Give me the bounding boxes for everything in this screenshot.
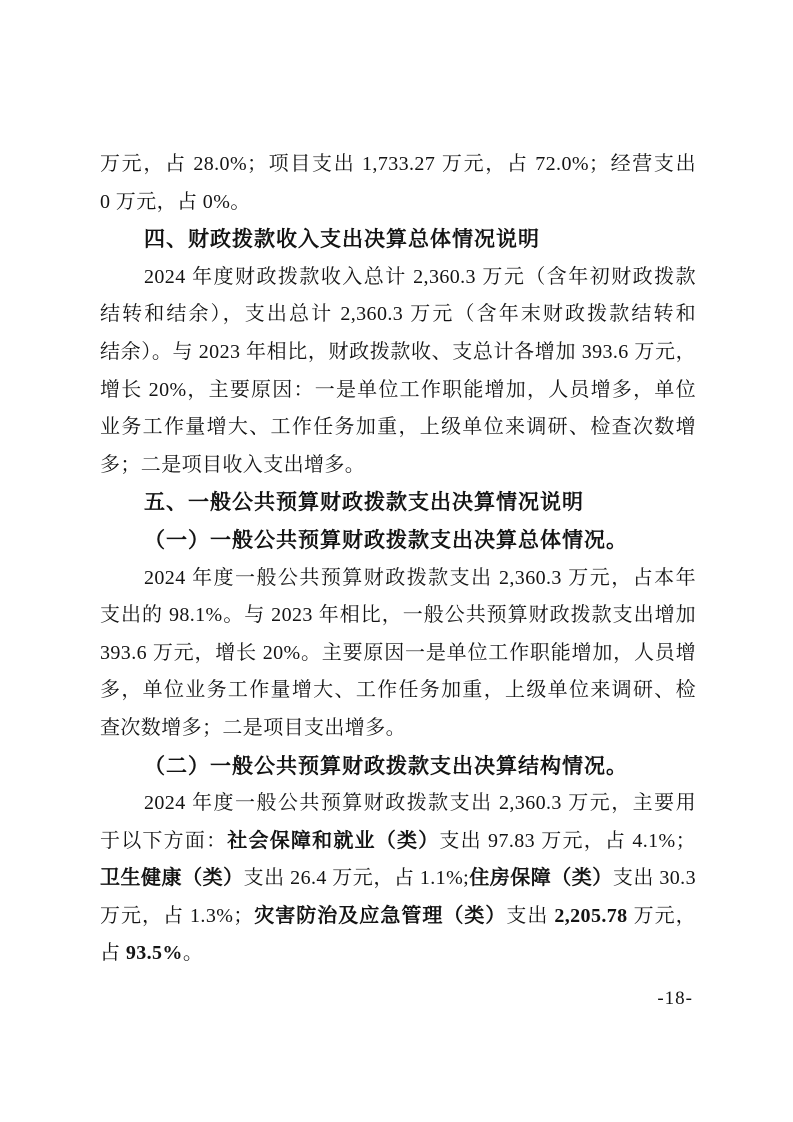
text-segment: 业务工作量增大、工作任务加重，上级单位来调研、检查次数增 bbox=[100, 416, 696, 439]
emphasized-text: 社会保障和就业（类） bbox=[227, 829, 440, 852]
text-line bbox=[100, 560, 696, 598]
text-line bbox=[100, 635, 696, 673]
text-segment: 0 万元，占 0%。 bbox=[100, 190, 251, 213]
heading-line bbox=[100, 221, 696, 259]
text-line bbox=[100, 710, 696, 748]
text-lines bbox=[100, 146, 696, 973]
text-segment: 支出 30.3 bbox=[612, 867, 696, 890]
page-number: -18- bbox=[657, 988, 693, 1009]
emphasized-text: （一）一般公共预算财政拨款支出决算总体情况。 bbox=[144, 527, 628, 552]
text-line bbox=[100, 259, 696, 297]
text-segment: 于以下方面： bbox=[100, 829, 228, 852]
heading-line bbox=[100, 522, 696, 560]
text-line bbox=[100, 184, 696, 222]
text-line bbox=[100, 860, 696, 898]
text-segment: 支出 26.4 万元，占 1.1%; bbox=[243, 867, 470, 890]
text-line bbox=[100, 447, 696, 485]
text-line bbox=[100, 898, 696, 936]
text-segment: 占 bbox=[100, 942, 126, 965]
heading-line bbox=[100, 748, 696, 786]
text-line bbox=[100, 296, 696, 334]
text-line bbox=[100, 823, 696, 861]
text-line bbox=[100, 409, 696, 447]
text-segment: 。 bbox=[182, 942, 204, 965]
text-segment: 结转和结余），支出总计 2,360.3 万元（含年末财政拨款结转和 bbox=[100, 303, 696, 326]
text-line bbox=[100, 372, 696, 410]
text-segment: 查次数增多；二是项目支出增多。 bbox=[100, 716, 406, 739]
text-segment: 2024 年度一般公共预算财政拨款支出 2,360.3 万元，主要用 bbox=[144, 792, 696, 815]
text-segment: 支出 97.83 万元，占 4.1%； bbox=[439, 829, 697, 852]
text-segment: 增长 20%，主要原因：一是单位工作职能增加，人员增多，单位 bbox=[100, 378, 696, 401]
emphasized-text: 卫生健康（类） bbox=[100, 867, 244, 890]
emphasized-text: 住房保障（类） bbox=[469, 867, 613, 890]
text-segment: 支出 bbox=[506, 904, 555, 927]
emphasized-text: 五、一般公共预算财政拨款支出决算情况说明 bbox=[144, 491, 584, 515]
emphasized-text: 四、财政拨款收入支出决算总体情况说明 bbox=[144, 228, 540, 252]
text-segment: 多，单位业务工作量增大、工作任务加重，上级单位来调研、检 bbox=[100, 679, 696, 702]
text-line bbox=[100, 146, 696, 184]
text-line bbox=[100, 334, 696, 372]
text-line bbox=[100, 935, 696, 973]
emphasized-text: （二）一般公共预算财政拨款支出决算结构情况。 bbox=[144, 753, 628, 778]
heading-line bbox=[100, 484, 696, 522]
text-segment: 结余）。与 2023 年相比，财政拨款收、支总计各增加 393.6 万元， bbox=[100, 340, 696, 363]
text-line bbox=[100, 672, 696, 710]
emphasized-text: 灾害防治及应急管理（类） bbox=[253, 904, 507, 927]
emphasized-text: 93.5% bbox=[125, 942, 183, 965]
text-line bbox=[100, 785, 696, 823]
text-segment: 支出的 98.1%。与 2023 年相比，一般公共预算财政拨款支出增加 bbox=[100, 604, 696, 627]
text-segment: 万元， bbox=[627, 904, 696, 927]
emphasized-text: 2,205.78 bbox=[554, 904, 628, 927]
text-segment: 多；二是项目收入支出增多。 bbox=[100, 453, 366, 476]
text-segment: 万元，占 1.3%； bbox=[100, 904, 254, 927]
text-segment: 万元，占 28.0%；项目支出 1,733.27 万元，占 72.0%；经营支出 bbox=[100, 153, 696, 175]
text-segment: 393.6 万元，增长 20%。主要原因一是单位工作职能增加，人员增 bbox=[100, 641, 696, 664]
text-segment: 2024 年度一般公共预算财政拨款支出 2,360.3 万元，占本年 bbox=[144, 566, 696, 589]
text-line bbox=[100, 597, 696, 635]
text-segment: 2024 年度财政拨款收入总计 2,360.3 万元（含年初财政拨款 bbox=[144, 265, 696, 288]
